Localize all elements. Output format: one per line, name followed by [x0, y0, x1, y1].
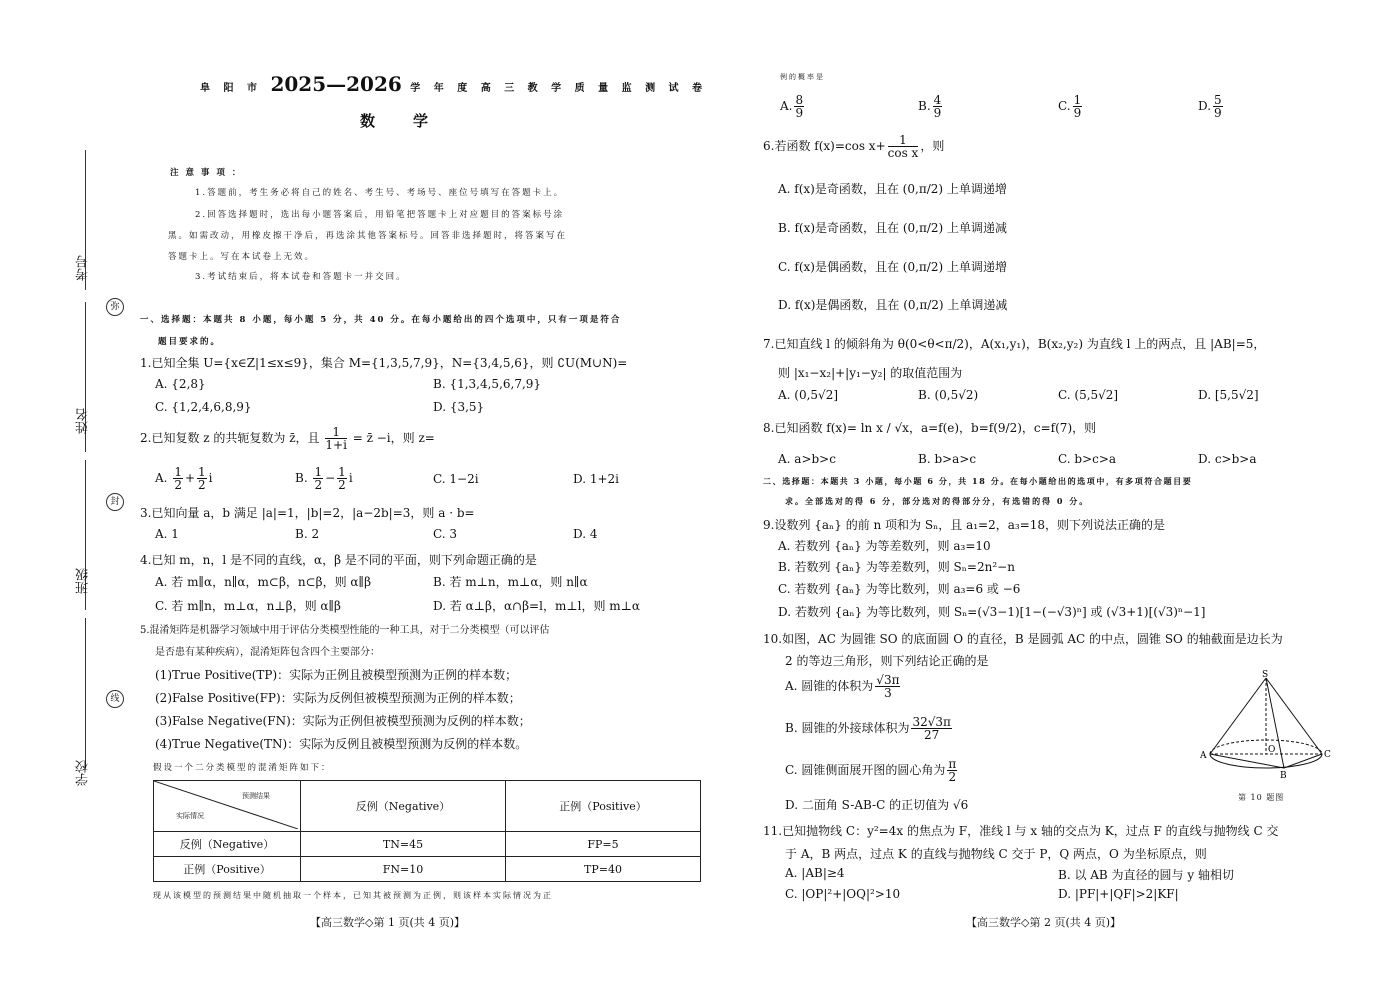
section2-line2: 求。全部选对的得 6 分，部分选对的得部分分，有选错的得 0 分。	[785, 496, 1090, 506]
notes-heading: 注 意 事 项 ：	[170, 168, 243, 178]
q5-line1: 5.混淆矩阵是机器学习领域中用于评估分类模型性能的一种工具，对于二分类模型（可以评估	[140, 625, 550, 636]
q5-tn: (4)True Negative(TN)：实际为反例且被模型预测为反例的样本数。	[155, 737, 528, 751]
q5-d-frac	[1213, 94, 1223, 119]
q2-b-frac1	[313, 466, 323, 491]
q3-option-b: B. 2	[295, 527, 320, 541]
q9-stem: 9.设数列 {aₙ} 的前 n 项和为 Sₙ，且 a₁=2，a₃=18，则下列说法正确的是	[763, 518, 1166, 532]
binding-line-4	[85, 618, 86, 768]
q2-a-suffix: i	[208, 471, 213, 485]
q9-option-a: A. 若数列 {aₙ} 为等差数列，则 a₃=10	[778, 539, 991, 553]
margin-label-exam-no: 考号	[76, 255, 91, 281]
q2-b-prefix: B.	[295, 471, 308, 485]
q5-option-c	[1058, 94, 1084, 119]
q2-a-frac2-den: 2	[198, 478, 206, 492]
notes-line-5: 3.考试结束后，将本试卷和答题卡一并交回。	[195, 272, 407, 282]
q6-frac-den: cos x	[887, 146, 919, 160]
q2-a-frac2	[197, 466, 207, 491]
q10-option-a	[785, 674, 902, 699]
cone-figure	[1198, 668, 1338, 798]
q10-c-frac	[947, 758, 957, 783]
col-header-negative: 反例（Negative）	[301, 781, 506, 832]
notes-line-2: 2.回答选择题时，选出每小题答案后，用铅笔把答题卡上对应题目的答案标号涂	[195, 210, 565, 220]
q5-option-b	[918, 94, 944, 119]
q5-d-prefix: D.	[1198, 99, 1212, 113]
q2-a-frac1-num: 1	[174, 465, 182, 479]
cell-tn: TN=45	[301, 832, 506, 857]
margin-label-school: 学校	[76, 760, 91, 786]
q4-option-c: C. 若 m∥n，m⊥α，n⊥β，则 α∥β	[155, 599, 341, 613]
q2-b-frac1-num: 1	[314, 465, 323, 479]
q4-stem: 4.已知 m，n，l 是不同的直线，α，β 是不同的平面，则下列命题正确的是	[140, 553, 537, 567]
q2-frac-den: 1+i	[325, 438, 347, 452]
q2-b-op: −	[325, 471, 336, 485]
subject-title: 数学	[360, 112, 467, 130]
q10-b-num: 32√3π	[912, 715, 951, 729]
section2-line1: 二、选择题：本题共 3 小题，每小题 6 分，共 18 分。在每小题给出的选项中，有多项符合题目要	[763, 476, 1193, 486]
q11-option-a: A. |AB|≥4	[785, 866, 845, 880]
q5-line2: 是否患有某种疾病），混淆矩阵包含四个主要部分：	[155, 647, 380, 658]
q4-option-a: A. 若 m∥α，n∥α，m⊂β，n⊂β，则 α∥β	[155, 575, 372, 589]
q10-c-den: 2	[948, 770, 957, 784]
notes-line-4: 答题卡上。写在本试卷上无效。	[168, 252, 316, 262]
q9-option-d: D. 若数列 {aₙ} 为等比数列，则 Sₙ=(√3−1)[1−(−√3)ⁿ] 或 (√3+1)[(√3)ⁿ−1]	[778, 605, 1206, 619]
q7-option-d: D. [5,5√2]	[1198, 388, 1259, 402]
footer-left: 【高三数学◇第 1 页(共 4 页)】	[310, 916, 466, 929]
q10-option-d: D. 二面角 S-AB-C 的正切值为 √6	[785, 798, 969, 812]
footer-right: 【高三数学◇第 2 页(共 4 页)】	[966, 916, 1122, 929]
cell-fn: FN=10	[301, 857, 506, 882]
notes-line-1: 1.答题前，考生务必将自己的姓名、考生号、考场号、座位号填写在答题卡上。	[195, 188, 565, 198]
q2-a-frac1	[173, 466, 183, 491]
q5-b-prefix: B.	[918, 99, 931, 113]
q2-option-a	[155, 466, 213, 491]
q8-stem: 8.已知函数 f(x)= ln x / √x，a=f(e)，b=f(9/2)，c=f(7)，则	[763, 421, 1097, 435]
q5-option-d	[1198, 94, 1225, 119]
q8-option-b: B. b>a>c	[918, 452, 977, 466]
exam-years: 2025—2026	[270, 72, 402, 96]
q3-option-c: C. 3	[433, 527, 458, 541]
margin-label-name: 姓名	[76, 408, 91, 434]
row-label-negative: 反例（Negative）	[154, 832, 301, 857]
corner-diagonal	[154, 781, 298, 829]
seal-mi: 弥	[106, 298, 124, 316]
q2-stem-a: 2.已知复数 z 的共轭复数为 z̄，且	[140, 431, 320, 445]
q9-option-c: C. 若数列 {aₙ} 为等比数列，则 a₃=6 或 −6	[778, 582, 1021, 596]
q5-a-num: 8	[795, 93, 804, 107]
q10-option-c	[785, 758, 959, 783]
q6-stem	[763, 134, 944, 159]
label-b: B	[1280, 771, 1287, 781]
q5-fn: (3)False Negative(FN)：实际为正例但被模型预测为反例的样本数；	[155, 714, 531, 728]
q11-line2: 于 A，B 两点，过点 K 的直线与抛物线 C 交于 P，Q 两点，O 为坐标原点，则	[785, 847, 1207, 861]
cell-fp: FP=5	[506, 832, 701, 857]
q7-line2: 则 |x₁−x₂|+|y₁−y₂| 的取值范围为	[778, 366, 963, 380]
cone-base-front	[1210, 754, 1322, 768]
q4-option-b: B. 若 m⊥n，m⊥α，则 n∥α	[433, 575, 588, 589]
q6-option-d: D. f(x)是偶函数，且在 (0,π/2) 上单调递减	[778, 298, 1008, 312]
q1-stem: 1.已知全集 U={x∈Z|1≤x≤9}，集合 M={1,3,5,7,9}，N={3,4,5,6}，则 ∁U(M∪N)=	[140, 356, 628, 370]
q2-stem	[140, 426, 435, 451]
q5-b-num: 4	[933, 93, 942, 107]
seal-xian: 线	[106, 690, 124, 708]
q2-b-frac2-num: 1	[338, 465, 346, 479]
q6-option-a: A. f(x)是奇函数，且在 (0,π/2) 上单调递增	[778, 182, 1007, 196]
q10-a-frac	[875, 674, 900, 699]
q10-option-b	[785, 716, 954, 741]
q10-c-num: π	[948, 757, 957, 771]
corner-bottom-label: 实际情况	[176, 812, 204, 820]
q8-option-c: C. b>c>a	[1058, 452, 1117, 466]
confusion-matrix-table	[153, 780, 701, 882]
q8-option-a: A. a>b>c	[778, 452, 836, 466]
q5-d-num: 5	[1214, 93, 1222, 107]
q10-a-den: 3	[884, 686, 892, 700]
q5-c-frac	[1073, 94, 1083, 119]
q4-option-d: D. 若 α⊥β，α∩β=l，m⊥l，则 m⊥α	[433, 599, 641, 613]
q2-option-c: C. 1−2i	[433, 472, 479, 486]
cone-edge-sc	[1266, 678, 1322, 754]
exam-title-rest: 学 年 度 高 三 教 学 质 量 监 测 试 卷	[410, 83, 708, 94]
q10-b-text: B. 圆锥的外接球体积为	[785, 721, 910, 735]
q7-option-c: C. (5,5√2]	[1058, 388, 1119, 402]
q11-option-d: D. |PF|+|QF|>2|KF|	[1058, 887, 1179, 901]
q7-option-a: A. (0,5√2]	[778, 388, 839, 402]
q5-tp: (1)True Positive(TP)：实际为正例且被模型预测为正例的样本数；	[155, 668, 518, 682]
q5-a-den: 9	[795, 106, 804, 120]
q10-c-text: C. 圆锥侧面展开图的圆心角为	[785, 763, 946, 777]
section1-line2: 题目要求的。	[158, 337, 222, 347]
q6-fraction	[888, 134, 919, 159]
q5-b-den: 9	[933, 106, 942, 120]
q2-a-prefix: A.	[155, 471, 168, 485]
q5-b-frac	[933, 94, 943, 119]
table-row	[154, 857, 701, 882]
q5-c-prefix: C.	[1058, 99, 1071, 113]
corner-top-label: 预测结果	[242, 792, 270, 800]
q2-a-op: +	[184, 471, 196, 485]
figure-caption: 第 10 题图	[1238, 793, 1285, 802]
q6-frac-num: 1	[888, 134, 919, 147]
margin-label-class: 班级	[76, 568, 91, 594]
q5-table-intro: 假设一个二分类模型的混淆矩阵如下：	[153, 763, 332, 773]
q6-stem-a: 6.若函数 f(x)=cos x+	[763, 139, 886, 153]
table-corner-cell	[154, 781, 301, 832]
label-a: A	[1200, 751, 1207, 761]
cone-chord-ab	[1210, 754, 1284, 768]
q7-option-b: B. (0,5√2)	[918, 388, 979, 402]
label-c: C	[1324, 750, 1331, 760]
q3-option-a: A. 1	[155, 527, 179, 541]
q5-option-a	[780, 94, 806, 119]
q2-stem-b: = z̄ −i，则 z=	[352, 431, 435, 445]
q2-b-suffix: i	[348, 471, 353, 485]
cone-edge-sa	[1210, 678, 1266, 754]
q2-b-frac1-den: 2	[314, 478, 323, 492]
q8-option-d: D. c>b>a	[1198, 452, 1257, 466]
q1-option-d: D. {3,5}	[433, 400, 485, 414]
cone-chord-bc	[1284, 754, 1322, 768]
q2-b-frac2-den: 2	[338, 478, 346, 492]
exam-title-city: 阜 阳 市	[200, 83, 262, 94]
q6-stem-b: ，则	[920, 139, 945, 153]
q10-a-text: A. 圆锥的体积为	[785, 679, 874, 693]
q2-option-d: D. 1+2i	[573, 472, 619, 486]
q6-option-b: B. f(x)是奇函数，且在 (0,π/2) 上单调递减	[778, 221, 1008, 235]
cell-tp: TP=40	[506, 857, 701, 882]
q2-a-frac2-num: 1	[198, 465, 206, 479]
q5-fp: (2)False Positive(FP)：实际为反例但被模型预测为正例的样本数；	[155, 691, 521, 705]
q2-frac-num: 1	[325, 426, 347, 439]
q11-option-c: C. |OP|²+|OQ|²>10	[785, 887, 901, 901]
q11-option-b: B. 以 AB 为直径的圆与 y 轴相切	[1058, 868, 1234, 882]
q5-after-1: 现从该模型的预测结果中随机抽取一个样本，已知其被预测为正例，则该样本实际情况为正	[153, 891, 553, 900]
q2-b-frac2	[337, 466, 347, 491]
label-o: O	[1268, 745, 1276, 755]
exam-title	[200, 72, 707, 96]
q3-option-d: D. 4	[573, 527, 598, 541]
q11-line1: 11.已知抛物线 C：y²=4x 的焦点为 F，准线 l 与 x 轴的交点为 K，过点 F 的直线与抛物线 C 交	[763, 824, 1279, 838]
q5-a-prefix: A.	[780, 99, 793, 113]
q3-stem: 3.已知向量 a，b 满足 |a|=1，|b|=2，|a−2b|=3，则 a · b=	[140, 506, 475, 520]
q2-a-frac1-den: 2	[174, 478, 182, 492]
q1-option-c: C. {1,2,4,6,8,9}	[155, 400, 252, 414]
table-row	[154, 832, 701, 857]
q6-option-c: C. f(x)是偶函数，且在 (0,π/2) 上单调递增	[778, 260, 1007, 274]
section1-line1: 一、选择题：本题共 8 小题，每小题 5 分，共 40 分。在每小题给出的四个选项中，只有一项是符合	[140, 315, 622, 325]
seal-feng: 封	[106, 493, 124, 511]
col-header-positive: 正例（Positive）	[506, 781, 701, 832]
q5-after-2: 例的概率是	[780, 73, 825, 81]
q1-option-a: A. {2,8}	[155, 377, 206, 391]
row-label-positive: 正例（Positive）	[154, 857, 301, 882]
q2-fraction	[325, 426, 347, 451]
q10-line1: 10.如图，AC 为圆锥 SO 的底面圆 O 的直径，B 是圆弧 AC 的中点，圆锥 SO 的轴截面是边长为	[763, 632, 1283, 646]
q5-c-den: 9	[1073, 106, 1082, 120]
notes-line-3: 黑。如需改动，用橡皮擦干净后，再选涂其他答案标号。回答非选择题时，将答案写在	[168, 231, 568, 241]
q5-c-num: 1	[1073, 93, 1082, 107]
q9-option-b: B. 若数列 {aₙ} 为等差数列，则 Sₙ=2n²−n	[778, 560, 1015, 574]
q2-option-b	[295, 466, 353, 491]
cone-base-back	[1210, 740, 1322, 754]
q10-a-num: √3π	[876, 673, 900, 687]
q10-line2: 2 的等边三角形，则下列结论正确的是	[785, 654, 989, 668]
q5-d-den: 9	[1214, 106, 1222, 120]
label-s: S	[1262, 670, 1269, 680]
q7-line1: 7.已知直线 l 的倾斜角为 θ(0<θ<π/2)，A(x₁,y₁)，B(x₂,y₂) 为直线 l 上的两点，且 |AB|=5，	[763, 337, 1266, 351]
q10-b-den: 27	[924, 728, 940, 742]
q1-option-b: B. {1,3,4,5,6,7,9}	[433, 377, 542, 391]
q5-a-frac	[794, 94, 804, 119]
q10-b-frac	[911, 716, 951, 741]
